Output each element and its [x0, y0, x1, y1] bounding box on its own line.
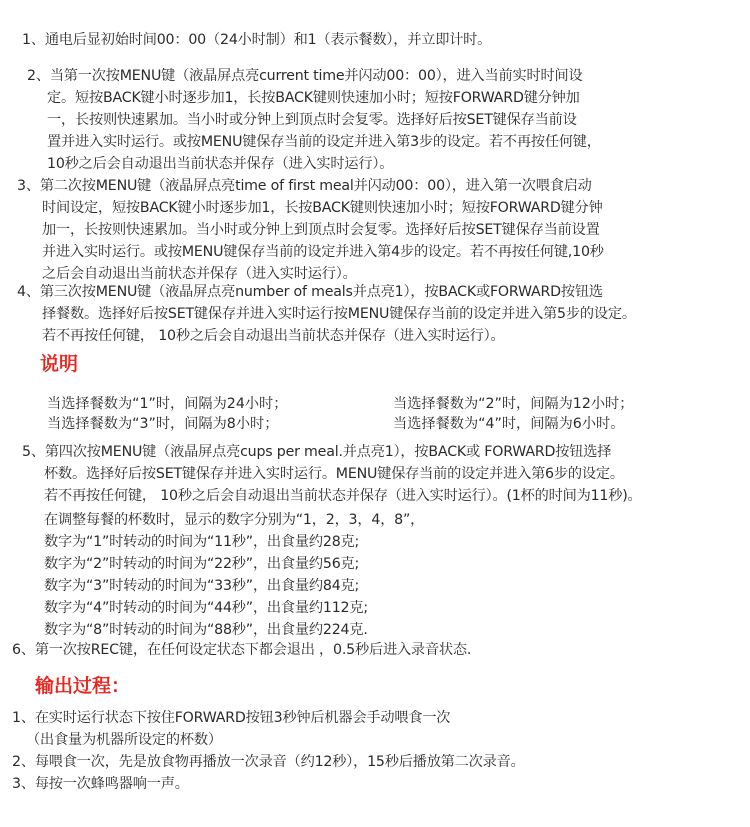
step-5-line: 数字为“4”时转动的时间为“44秒”，出食量约112克;	[44, 600, 368, 616]
step-4-line: 4、第三次按MENU键（液晶屏点亮number of meals并点亮1），按BACK或FORWARD按钮选	[17, 284, 603, 300]
step-5-line: 杯数。选择好后按SET键保存并进入实时运行。MENU键保存当前的设定并进入第6步的设定。	[44, 466, 624, 482]
step-4-line: 择餐数。选择好后按SET键保存并进入实时运行按MENU键保存当前的设定并进入第5步的设定。	[42, 306, 636, 322]
step-3-line: 3、第二次按MENU键（液晶屏点亮time of first meal并闪动00：00），进入第一次喂食启动	[17, 178, 592, 194]
output-line: 3、每按一次蜂鸣器响一声。	[12, 776, 189, 792]
output-line: （出食量为机器所设定的杯数）	[26, 732, 222, 748]
step-5-line: 数字为“2”时转动的时间为“22秒”，出食量约56克;	[44, 556, 360, 572]
step-3-line: 并进入实时运行。或按MENU键保存当前的设定并进入第4步的设定。若不再按任何键,10秒	[42, 244, 604, 260]
step-4-line: 若不再按任何键， 10秒之后会自动退出当前状态并保存（进入实时运行）。	[42, 328, 505, 344]
step-1-line: 1、通电后显初始时间00：00（24小时制）和1（表示餐数），并立即计时。	[22, 32, 492, 48]
note-heading: 说明	[40, 353, 79, 375]
step-6-line: 6、第一次按REC键，在任何设定状态下都会退出 ，0.5秒后进入录音状态.	[12, 642, 472, 658]
note-item: 当选择餐数为“1”时，间隔为24小时；	[47, 396, 288, 412]
step-5-line: 在调整每餐的杯数时，显示的数字分别为“1，2，3，4，8”，	[44, 512, 425, 528]
output-line: 1、在实时运行状态下按住FORWARD按钮3秒钟后机器会手动喂食一次	[12, 710, 451, 726]
step-2-line: 10秒之后会自动退出当前状态并保存（进入实时运行）。	[47, 156, 394, 172]
step-3-line: 之后会自动退出当前状态并保存（进入实时运行）。	[42, 266, 357, 282]
step-3-line: 加一，长按则快速累加。当小时或分钟上到顶点时会复零。选择好后按SET键保存当前设置	[42, 222, 600, 238]
step-2-line: 置并进入实时运行。或按MENU键保存当前的设定并进入第3步的设定。若不再按任何键，	[47, 134, 601, 150]
step-5-line: 数字为“8”时转动的时间为“88秒”，出食量约224克.	[44, 622, 368, 638]
note-item: 当选择餐数为“4”时，间隔为6小时。	[393, 416, 625, 432]
step-2-line: 2、当第一次按MENU键（液晶屏点亮current time并闪动00：00），进入当前实时时间设	[27, 68, 583, 84]
note-item: 当选择餐数为“3”时，间隔为8小时；	[47, 416, 279, 432]
note-item: 当选择餐数为“2”时，间隔为12小时；	[393, 396, 634, 412]
output-heading: 输出过程：	[35, 675, 131, 697]
output-line: 2、每喂食一次，先是放食物再播放一次录音（约12秒），15秒后播放第二次录音。	[12, 754, 525, 770]
step-3-line: 时间设定，短按BACK键小时逐步加1，长按BACK键则快速加小时；短按FORWARD键分钟	[42, 200, 603, 216]
step-5-line: 数字为“3”时转动的时间为“33秒”，出食量约84克;	[44, 578, 360, 594]
step-2-line: 一，长按则快速累加。当小时或分钟上到顶点时会复零。选择好后按SET键保存当前设	[47, 112, 577, 128]
step-2-line: 定。短按BACK键小时逐步加1，长按BACK键则快速加小时；短按FORWARD键分钟加	[47, 90, 580, 106]
step-5-line: 5、第四次按MENU键（液晶屏点亮cups per meal.并点亮1），按BACK或 FORWARD按钮选择	[22, 444, 612, 460]
step-5-line: 数字为“1”时转动的时间为“11秒”，出食量约28克;	[44, 534, 360, 550]
step-5-line: 若不再按任何键， 10秒之后会自动退出当前状态并保存（进入实时运行）。(1杯的时间为11秒)。	[44, 488, 642, 504]
